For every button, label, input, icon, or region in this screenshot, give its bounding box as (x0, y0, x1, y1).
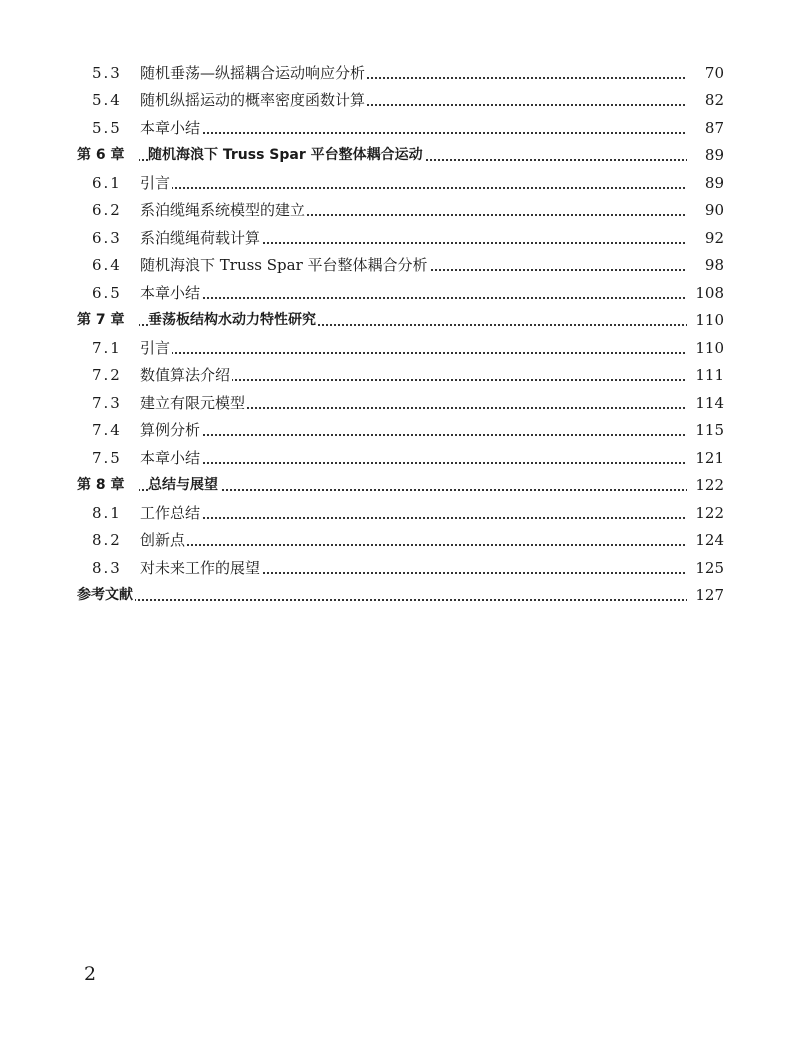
toc-title: 数值算法介绍 (140, 362, 232, 389)
toc-entry-8-3[interactable] (0, 555, 790, 582)
toc-page: 90 (687, 197, 724, 224)
page-number: 2 (84, 963, 97, 985)
toc-title: 总结与展望 (148, 472, 220, 499)
toc-title: 随机纵摇运动的概率密度函数计算 (140, 87, 367, 114)
toc-leader-dots (77, 599, 692, 601)
toc-page: 108 (687, 280, 724, 307)
toc-number: 8.2 (92, 527, 132, 554)
toc-title: 算例分析 (140, 417, 202, 444)
toc-number: 6.2 (92, 197, 132, 224)
toc-entry-6-4[interactable] (0, 252, 790, 279)
toc-page: 110 (687, 335, 724, 362)
toc-leader-dots (140, 434, 692, 436)
toc-title: 系泊缆绳系统模型的建立 (140, 197, 307, 224)
toc-entry-7-4[interactable] (0, 417, 790, 444)
toc-title: 建立有限元模型 (140, 390, 247, 417)
toc-title: 随机垂荡—纵摇耦合运动响应分析 (140, 60, 367, 87)
toc-title: 引言 (140, 335, 172, 362)
toc-number: 6.5 (92, 280, 132, 307)
toc-title: 对未来工作的展望 (140, 555, 262, 582)
toc-entry-references[interactable] (0, 582, 790, 609)
toc-title: 随机海浪下 Truss Spar 平台整体耦合运动 (148, 142, 425, 169)
toc-title: 随机海浪下 Truss Spar 平台整体耦合分析 (140, 252, 430, 279)
toc-page: 124 (687, 527, 724, 554)
toc-title: 系泊缆绳荷载计算 (140, 225, 262, 252)
toc-entry-chapter-7[interactable] (0, 307, 790, 334)
toc-number: 5.5 (92, 115, 132, 142)
toc-leader-dots (140, 517, 692, 519)
toc-page: 87 (687, 115, 724, 142)
toc-entry-5-3[interactable] (0, 60, 790, 87)
toc-number: 6.1 (92, 170, 132, 197)
toc-leader-dots (140, 544, 692, 546)
toc-entry-8-1[interactable] (0, 500, 790, 527)
toc-entry-7-2[interactable] (0, 362, 790, 389)
toc-page: 89 (687, 142, 724, 169)
toc-title: 本章小结 (140, 445, 202, 472)
toc-entry-6-2[interactable] (0, 197, 790, 224)
toc-number: 7.2 (92, 362, 132, 389)
toc-number: 6.3 (92, 225, 132, 252)
toc-page: 121 (687, 445, 724, 472)
toc-title: 创新点 (140, 527, 187, 554)
toc-page: 70 (687, 60, 724, 87)
toc-leader-dots (140, 462, 692, 464)
toc-title: 垂荡板结构水动力特性研究 (148, 307, 318, 334)
toc-number: 7.3 (92, 390, 132, 417)
toc-entry-8-2[interactable] (0, 527, 790, 554)
toc-number: 8.3 (92, 555, 132, 582)
toc-number: 第 6 章 (77, 142, 139, 169)
toc-page: 98 (687, 252, 724, 279)
toc-entry-6-1[interactable] (0, 170, 790, 197)
toc-entry-chapter-6[interactable] (0, 142, 790, 169)
toc-number: 7.4 (92, 417, 132, 444)
toc-entry-7-1[interactable] (0, 335, 790, 362)
toc-title: 工作总结 (140, 500, 202, 527)
toc-page: 114 (687, 390, 724, 417)
toc-entry-7-5[interactable] (0, 445, 790, 472)
toc-number: 5.4 (92, 87, 132, 114)
toc-title: 引言 (140, 170, 172, 197)
toc-number: 7.1 (92, 335, 132, 362)
toc-number: 8.1 (92, 500, 132, 527)
toc-entry-6-5[interactable] (0, 280, 790, 307)
toc-page: 92 (687, 225, 724, 252)
toc-page: 122 (687, 472, 724, 499)
toc-entry-6-3[interactable] (0, 225, 790, 252)
toc-page: 125 (687, 555, 724, 582)
toc-page: 115 (687, 417, 724, 444)
toc-page: 89 (687, 170, 724, 197)
toc-number: 7.5 (92, 445, 132, 472)
toc-entry-chapter-8[interactable] (0, 472, 790, 499)
toc-title: 参考文献 (77, 582, 135, 609)
toc-page: 122 (687, 500, 724, 527)
toc-number: 第 8 章 (77, 472, 139, 499)
toc-leader-dots (140, 297, 692, 299)
toc-entry-7-3[interactable] (0, 390, 790, 417)
toc-number: 5.3 (92, 60, 132, 87)
toc-leader-dots (140, 187, 692, 189)
toc-page: 110 (687, 307, 724, 334)
toc-page: 111 (687, 362, 724, 389)
toc-page: 82 (687, 87, 724, 114)
toc-entry-5-5[interactable] (0, 115, 790, 142)
toc-leader-dots (140, 132, 692, 134)
toc-leader-dots (140, 352, 692, 354)
toc-number: 6.4 (92, 252, 132, 279)
toc-number: 第 7 章 (77, 307, 139, 334)
toc-page: 127 (687, 582, 724, 609)
toc-title: 本章小结 (140, 115, 202, 142)
toc-entry-5-4[interactable] (0, 87, 790, 114)
toc-title: 本章小结 (140, 280, 202, 307)
